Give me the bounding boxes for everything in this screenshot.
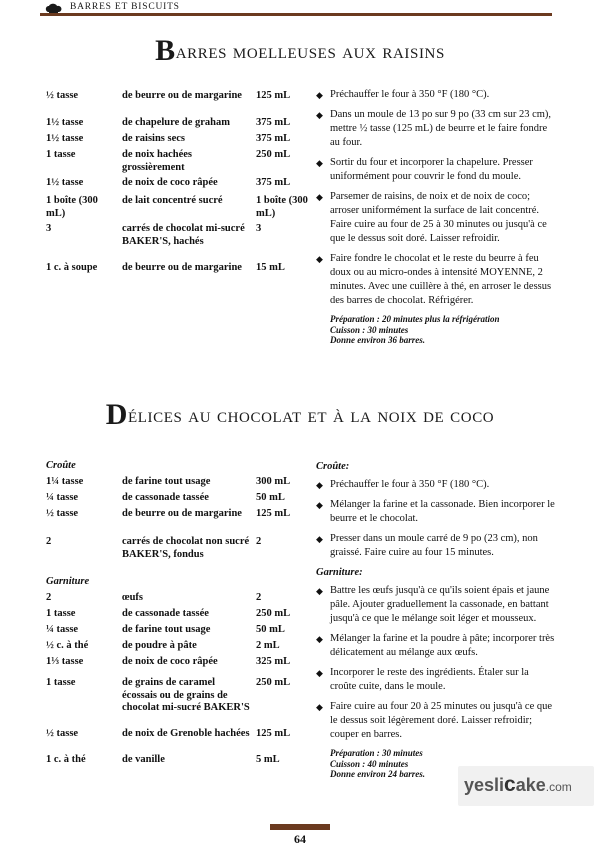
diamond-bullet-icon: ◆ <box>316 534 323 544</box>
recipe2-title <box>0 398 600 432</box>
ingredient-desc: de beurre ou de margarine <box>122 508 242 519</box>
watermark-c: c <box>504 773 516 796</box>
step-item <box>316 666 556 694</box>
step-text: Mélanger la farine et la poudre à pâte; incorporer très délicatement au mélange aux œufs. <box>330 633 555 658</box>
ingredient-desc: de lait concentré sucré <box>122 195 223 206</box>
step-text: Faire cuire au four 20 à 25 minutes ou jusqu'à ce que le dessus soit légèrement doré. Laisser refroidir; couper en barres. <box>330 701 553 740</box>
ingredient-metric: 125 mL <box>256 728 291 739</box>
ingredient-metric: 2 <box>256 536 262 547</box>
diamond-bullet-icon: ◆ <box>316 702 323 712</box>
step-item <box>316 632 556 660</box>
ingredient-qty: 1½ tasse <box>46 177 84 188</box>
ingredient-metric: 250 mL <box>256 149 291 160</box>
ingredient-desc: de farine tout usage <box>122 476 211 487</box>
cook-time: Cuisson : 30 minutes <box>330 324 409 335</box>
ingredient-qty: 1 c. à soupe <box>46 262 98 273</box>
recipe1-title-initial: B <box>155 34 176 67</box>
ingredient-qty: ½ c. à thé <box>46 640 89 651</box>
watermark-part2: ake <box>515 775 546 795</box>
ingredient-qty: 1 tasse <box>46 149 76 160</box>
diamond-bullet-icon: ◆ <box>316 480 323 490</box>
step-item <box>316 700 556 742</box>
ingredient-metric: 300 mL <box>256 476 291 487</box>
step-item <box>316 108 556 150</box>
recipe1-title <box>0 34 600 68</box>
step-text: Incorporer le reste des ingrédients. Étaler sur la croûte cuite, dans le moule. <box>330 667 529 692</box>
diamond-bullet-icon: ◆ <box>316 110 323 120</box>
ingredient-qty: 2 <box>46 592 52 603</box>
recipe2-title-initial: D <box>105 398 129 431</box>
step-text: Sortir du four et incorporer la chapelure. Presser uniformément pour couvrir le fond du moule. <box>330 157 533 182</box>
diamond-bullet-icon: ◆ <box>316 668 323 678</box>
ingredient-desc: de cassonade tassée <box>122 608 209 619</box>
diamond-bullet-icon: ◆ <box>316 90 323 100</box>
ingredient-qty: ½ tasse <box>46 508 79 519</box>
step-text: Préchauffer le four à 350 °F (180 °C). <box>330 479 490 490</box>
ingredient-metric: 250 mL <box>256 608 291 619</box>
yield: Donne environ 36 barres. <box>330 335 426 345</box>
watermark-text <box>464 773 572 797</box>
diamond-bullet-icon: ◆ <box>316 634 323 644</box>
ingredient-qty: 1 c. à thé <box>46 754 86 765</box>
ingredient-metric: 125 mL <box>256 90 291 101</box>
diamond-bullet-icon: ◆ <box>316 192 323 202</box>
ingredient-desc: carrés de chocolat mi-sucré BAKER'S, hachés <box>122 223 245 247</box>
step-item <box>316 532 556 560</box>
recipe1-steps <box>316 88 556 346</box>
prep-time: Préparation : 30 minutes <box>330 748 423 758</box>
topping-steps-label: Garniture: <box>316 567 363 578</box>
ingredient-qty: ¼ tasse <box>46 492 79 503</box>
cook-time: Cuisson : 40 minutes <box>330 758 409 769</box>
crust-label: Croûte <box>46 460 76 471</box>
ingredient-desc: de raisins secs <box>122 133 185 144</box>
step-text: Faire fondre le chocolat et le reste du beurre à feu doux ou au micro-ondes à intensité MOYENNE, 2 minutes. Avec une cuillère à thé, en arroser le dessus des barres de chocolat. Réfrigérer. <box>330 253 552 306</box>
ingredient-qty: 1 tasse <box>46 608 76 619</box>
ingredient-metric: 375 mL <box>256 177 291 188</box>
ingredient-metric: 125 mL <box>256 508 291 519</box>
ingredient-desc: de farine tout usage <box>122 624 211 635</box>
ingredient-qty: ¼ tasse <box>46 624 79 635</box>
step-item <box>316 88 556 102</box>
step-item <box>316 252 556 308</box>
topping-label: Garniture <box>46 576 90 587</box>
ingredient-desc: carrés de chocolat non sucré BAKER'S, fondus <box>122 536 250 560</box>
page-number: 64 <box>294 832 306 846</box>
watermark-part1: yesli <box>464 775 505 795</box>
ingredient-qty: ½ tasse <box>46 728 79 739</box>
watermark-com: .com <box>545 780 572 794</box>
ingredient-desc: de noix hachées grossièrement <box>122 149 193 173</box>
ingredient-desc: de beurre ou de margarine <box>122 90 242 101</box>
step-item <box>316 156 556 184</box>
section-label: BARRES ET BISCUITS <box>70 2 180 12</box>
ingredient-metric: 250 mL <box>256 677 291 688</box>
yield: Donne environ 24 barres. <box>330 769 426 779</box>
ingredient-desc: de noix de coco râpée <box>122 656 218 667</box>
ingredient-qty: 1½ tasse <box>46 117 84 128</box>
watermark-logo <box>458 766 594 806</box>
ingredient-qty: 1½ tasse <box>46 133 84 144</box>
crust-steps-label: Croûte: <box>316 461 350 472</box>
ingredient-metric: 375 mL <box>256 117 291 128</box>
ingredient-metric: 5 mL <box>256 754 280 765</box>
recipe2-steps <box>316 460 556 780</box>
ingredient-metric: 375 mL <box>256 133 291 144</box>
diamond-bullet-icon: ◆ <box>316 254 323 264</box>
ingredient-metric: 325 mL <box>256 656 291 667</box>
step-text: Mélanger la farine et la cassonade. Bien incorporer le beurre et le chocolat. <box>330 499 555 524</box>
diamond-bullet-icon: ◆ <box>316 158 323 168</box>
step-text: Dans un moule de 13 po sur 9 po (33 cm sur 23 cm), mettre ½ tasse (125 mL) de beurre et le faire fondre au four. <box>330 109 552 148</box>
ingredient-metric: 50 mL <box>256 624 285 635</box>
ingredient-metric: 2 mL <box>256 640 280 651</box>
page-number-rule <box>270 824 330 830</box>
prep-time: Préparation : 20 minutes plus la réfrigération <box>330 314 500 324</box>
step-text: Parsemer de raisins, de noix et de noix de coco; arroser uniformément la surface de lait concentré. Faire cuire au four de 25 à 30 minutes ou jusqu'à ce que le dessus soit doré. Laisser refroidir. <box>330 191 547 244</box>
step-text: Préchauffer le four à 350 °F (180 °C). <box>330 89 490 100</box>
ingredient-qty: 1⅓ tasse <box>46 656 84 667</box>
ingredient-metric: 2 <box>256 592 262 603</box>
ingredient-desc: de noix de coco râpée <box>122 177 218 188</box>
step-text: Battre les œufs jusqu'à ce qu'ils soient épais et jaune pâle. Ajouter graduellement la cassonade, en battant jusqu'à ce que le mélange soit léger et mousseux. <box>330 585 550 624</box>
recipe2-title-rest: élices au chocolat et à la noix de coco <box>128 403 495 427</box>
ingredient-qty: ½ tasse <box>46 90 79 101</box>
ingredient-desc: de beurre ou de margarine <box>122 262 242 273</box>
diamond-bullet-icon: ◆ <box>316 500 323 510</box>
recipe1-title-rest: arres moelleuses aux raisins <box>175 39 445 63</box>
ingredient-qty: 2 <box>46 536 52 547</box>
ingredient-desc: de noix de Grenoble hachées <box>122 728 250 739</box>
step-item <box>316 584 556 626</box>
ingredient-desc: de cassonade tassée <box>122 492 209 503</box>
ingredient-metric: 3 <box>256 223 262 234</box>
step-text: Presser dans un moule carré de 9 po (23 cm), non graissé. Faire cuire au four 15 minutes. <box>330 533 538 558</box>
header-rule <box>40 13 552 16</box>
step-item <box>316 498 556 526</box>
ingredient-desc: de chapelure de graham <box>122 117 231 128</box>
ingredient-qty: 1 boîte (300 mL) <box>46 195 98 219</box>
ingredient-metric: 50 mL <box>256 492 285 503</box>
ingredient-qty: 3 <box>46 223 52 234</box>
ingredient-qty: 1¼ tasse <box>46 476 84 487</box>
step-item <box>316 478 556 492</box>
ingredient-desc: de poudre à pâte <box>122 640 197 651</box>
ingredient-desc: œufs <box>122 592 144 603</box>
diamond-bullet-icon: ◆ <box>316 586 323 596</box>
ingredient-desc: de grains de caramel écossais ou de grains de chocolat mi-sucré BAKER'S <box>122 677 250 713</box>
ingredient-metric: 1 boîte (300 mL) <box>256 195 308 219</box>
ingredient-qty: 1 tasse <box>46 677 76 688</box>
step-item <box>316 190 556 246</box>
ingredient-desc: de vanille <box>122 754 165 765</box>
ingredient-metric: 15 mL <box>256 262 285 273</box>
